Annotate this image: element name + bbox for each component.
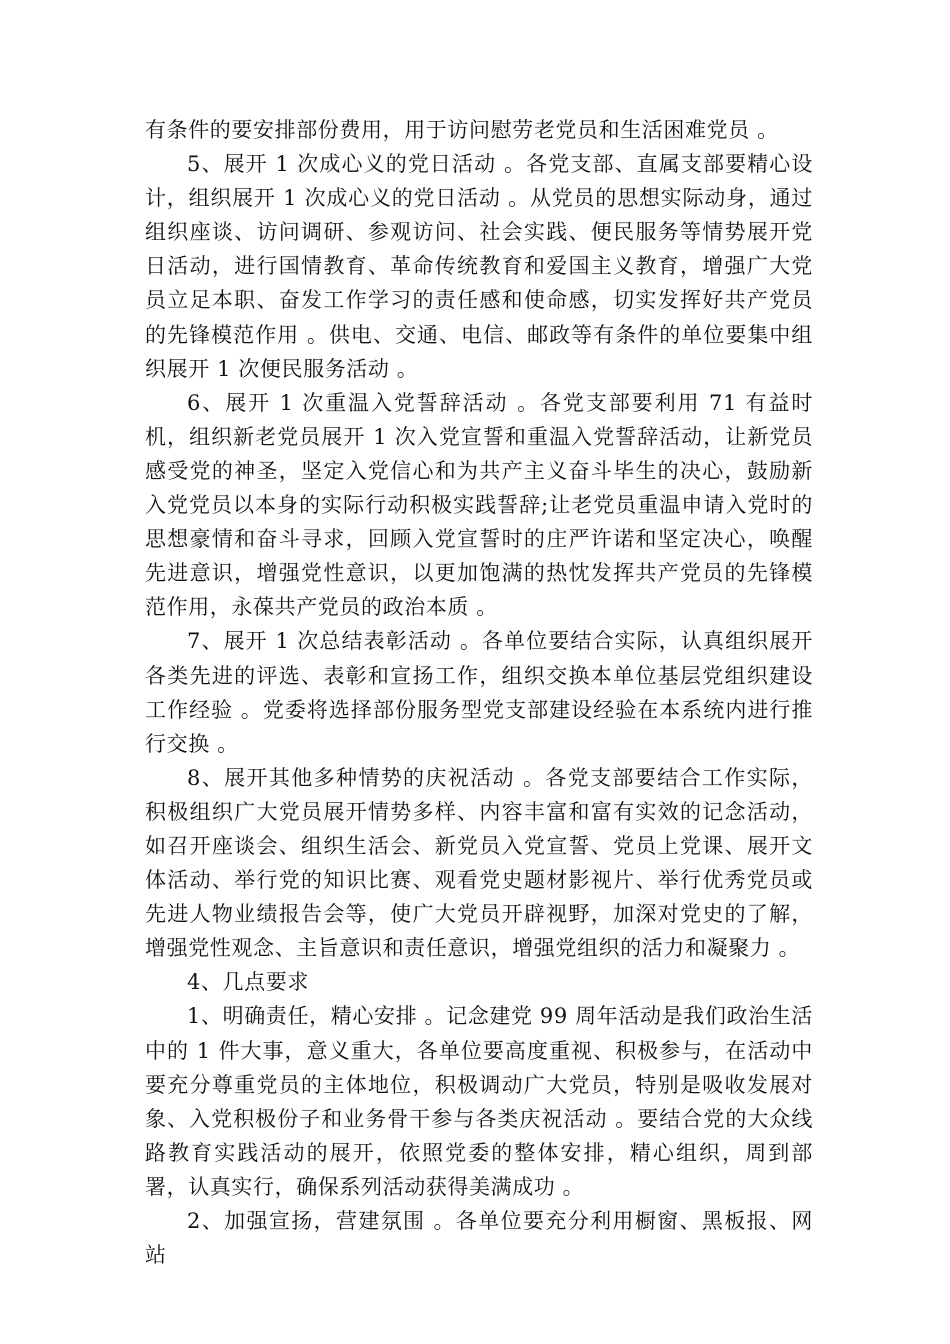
- paragraph-item-8: 8、展开其他多种情势的庆祝活动 。各党支部要结合工作实际，积极组织广大党员展开情势多样、内容丰富和富有实效的记念活动，如召开座谈会、组织生活会、新党员入党宣誓、党员上党课、展开文体活动、举行党的知识比赛、观看党史题材影视片、举行优秀党员或先进人物业绩报告会等，使广大党员开辟视野，加深对党史的了解，增强党性观念、主旨意识和责任意识，增强党组织的活力和凝聚力 。: [145, 765, 813, 961]
- paragraph-item-7: 7、展开 1 次总结表彰活动 。各单位要结合实际，认真组织展开各类先进的评选、表彰和宣扬工作，组织交换本单位基层党组织建设工作经验 。党委将选择部份服务型党支部建设经验在本系统内进行推行交换 。: [145, 629, 813, 756]
- document-body: [145, 113, 813, 1272]
- paragraph-continued: 有条件的要安排部份费用，用于访问慰劳老党员和生活困难党员 。: [145, 118, 779, 142]
- paragraph-item-6: 6、展开 1 次重温入党誓辞活动 。各党支部要利用 71 有益时机，组织新老党员展开 1 次入党宣誓和重温入党誓辞活动，让新党员感受党的神圣，坚定入党信心和为共产主义奋斗毕生的决心，鼓励新入党党员以本身的实际行动积极实践誓辞;让老党员重温申请入党时的思想豪情和奋斗寻求，回顾入党宣誓时的庄严许诺和坚定决心，唤醒先进意识，增强党性意识，以更加饱满的热忱发挥共产党员的先锋模范作用，永葆共产党员的政治本质 。: [145, 390, 813, 620]
- paragraph-requirement-1: 1、明确责任，精心安排 。记念建党 99 周年活动是我们政治生活中的 1 件大事，意义重大，各单位要高度重视、积极参与，在活动中要充分尊重党员的主体地位，积极调动广大党员，特别是吸收发展对象、入党积极份子和业务骨干参与各类庆祝活动 。要结合党的大众线路教育实践活动的展开，依照党委的整体安排，精心组织，周到部署，认真实行，确保系列活动获得美满成功 。: [145, 1004, 813, 1199]
- section-heading-requirements: 4、几点要求: [187, 970, 309, 995]
- paragraph-item-5: 5、展开 1 次成心义的党日活动 。各党支部、直属支部要精心设计，组织展开 1 次成心义的党日活动 。从党员的思想实际动身，通过组织座谈、访问调研、参观访问、社会实践、便民服务等情势展开党日活动，进行国情教育、革命传统教育和爱国主义教育，增强广大党员立足本职、奋发工作学习的责任感和使命感，切实发挥好共产党员的先锋模范作用 。供电、交通、电信、邮政等有条件的单位要集中组织展开 1 次便民服务活动 。: [145, 152, 813, 381]
- paragraph-requirement-2: 2、加强宣扬，营建氛围 。各单位要充分利用橱窗、黑板报、网站: [145, 1209, 813, 1268]
